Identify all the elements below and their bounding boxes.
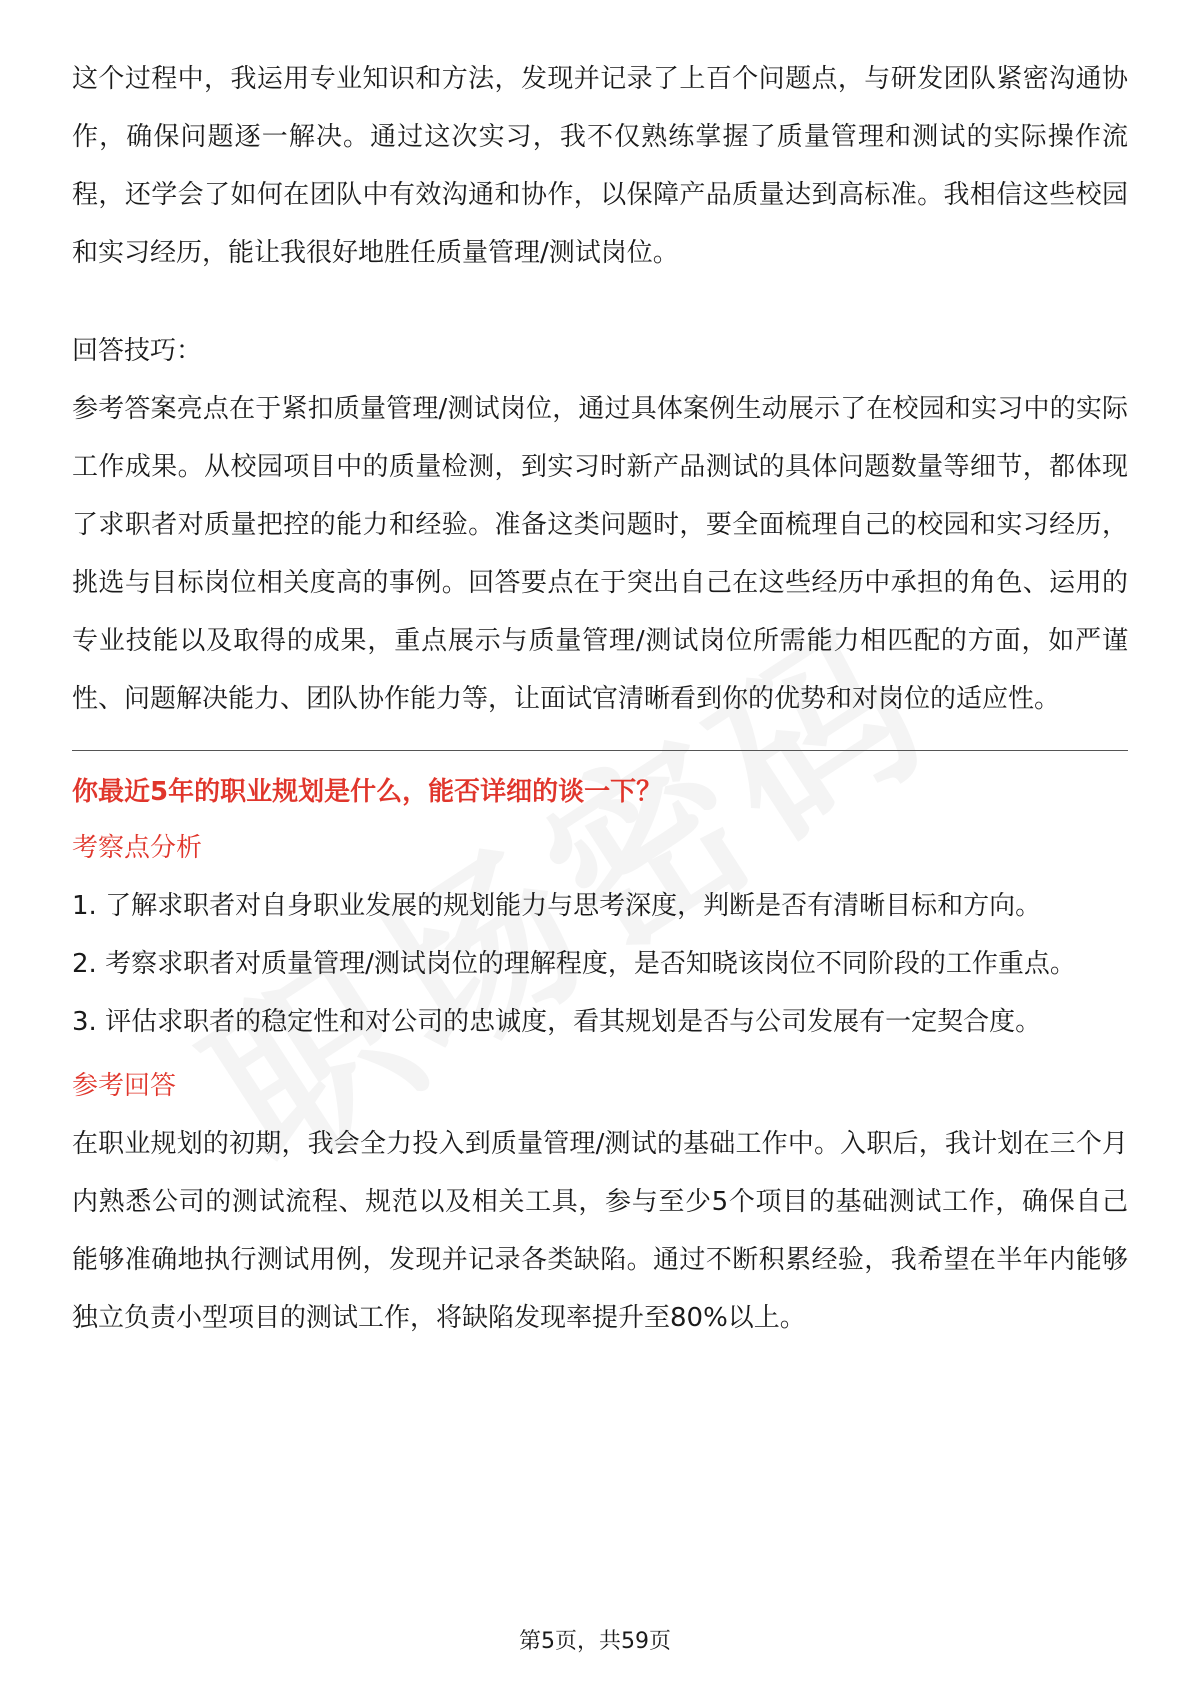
tips-body: 参考答案亮点在于紧扣质量管理/测试岗位，通过具体案例生动展示了在校园和实习中的实际工作成果。从校园项目中的质量检测，到实习时新产品测试的具体问题数量等细节，都体现了求职者对质量把控的能力和经验。准备这类问题时，要全面梳理自己的校园和实习经历，挑选与目标岗位相关度高的事例。回答要点在于突出自己在这些经历中承担的角色、运用的专业技能以及取得的成果，重点展示与质量管理/测试岗位所需能力相匹配的方面，如严谨性、问题解决能力、团队协作能力等，让面试官清晰看到你的优势和对岗位的适应性。 — [72, 394, 1128, 714]
section-divider — [72, 750, 1128, 751]
spacer — [72, 282, 1128, 322]
intro-paragraph: 这个过程中，我运用专业知识和方法，发现并记录了上百个问题点，与研发团队紧密沟通协作，确保问题逐一解决。通过这次实习，我不仅熟练掌握了质量管理和测试的实际操作流程，还学会了如何在团队中有效沟通和协作，以保障产品质量达到高标准。我相信这些校园和实习经历，能让我很好地胜任质量管理/测试岗位。 — [72, 64, 1128, 268]
page-number-footer: 第5页，共59页 — [519, 1629, 671, 1654]
analysis-item: 2. 考察求职者对质量管理/测试岗位的理解程度，是否知晓该岗位不同阶段的工作重点。 — [72, 949, 1076, 979]
tips-label: 回答技巧： — [72, 336, 203, 366]
analysis-item: 3. 评估求职者的稳定性和对公司的忠诚度，看其规划是否与公司发展有一定契合度。 — [72, 1007, 1042, 1037]
analysis-heading: 考察点分析 — [72, 833, 203, 863]
reference-body: 在职业规划的初期，我会全力投入到质量管理/测试的基础工作中。入职后，我计划在三个月内熟悉公司的测试流程、规范以及相关工具，参与至少5个项目的基础测试工作，确保自己能够准确地执行测试用例，发现并记录各类缺陷。通过不断积累经验，我希望在半年内能够独立负责小型项目的测试工作，将缺陷发现率提升至80%以上。 — [72, 1129, 1128, 1333]
analysis-item: 1. 了解求职者对自身职业发展的规划能力与思考深度，判断是否有清晰目标和方向。 — [72, 891, 1042, 921]
question-title: 你最近5年的职业规划是什么，能否详细的谈一下？ — [72, 777, 663, 807]
reference-heading: 参考回答 — [72, 1071, 177, 1101]
document-page — [72, 50, 1128, 1347]
